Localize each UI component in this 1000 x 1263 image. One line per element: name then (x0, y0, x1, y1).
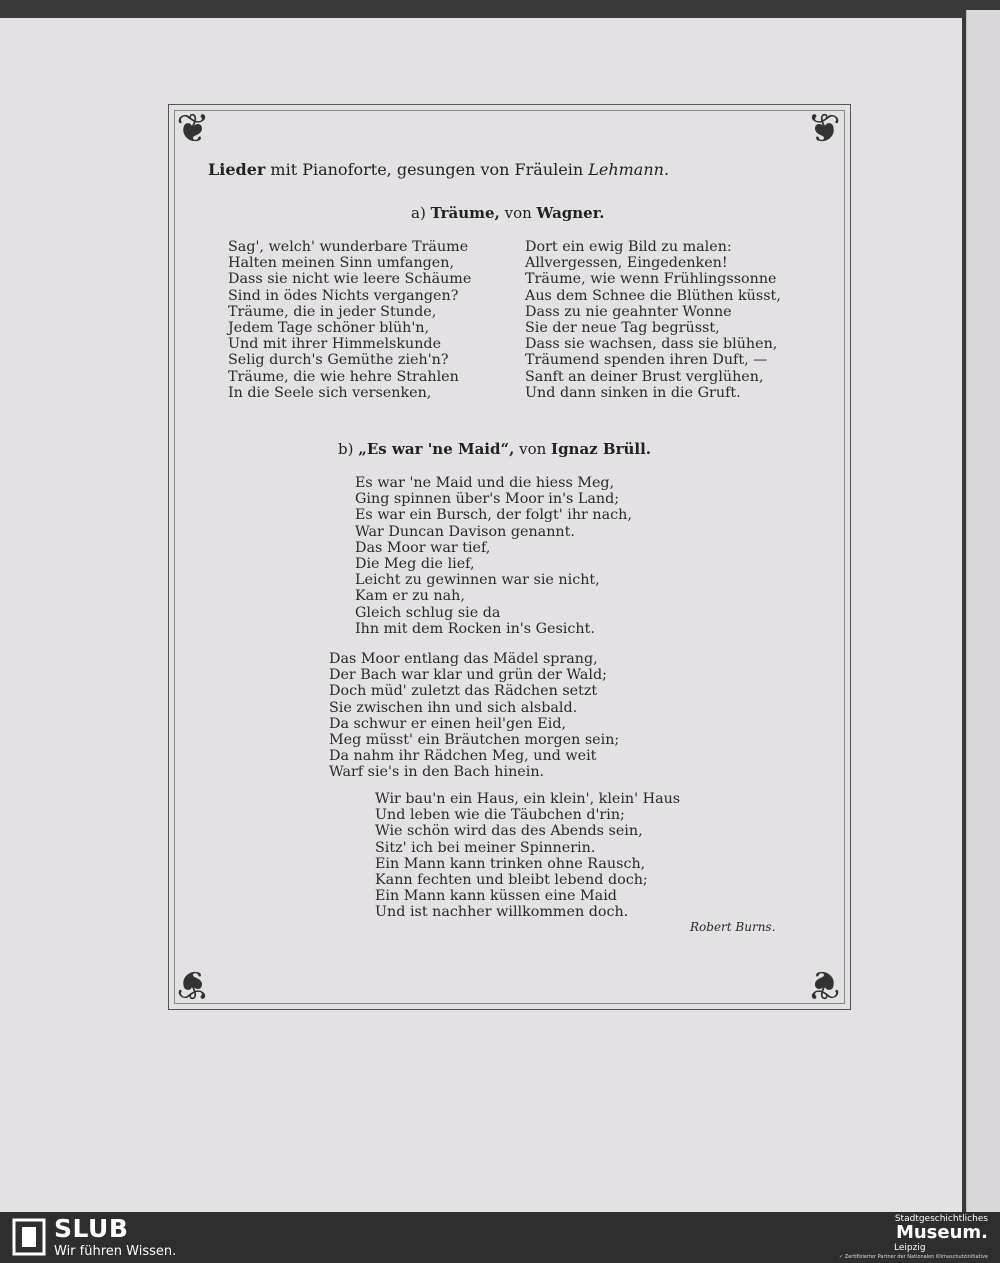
song-a-composer: Wagner. (536, 204, 605, 222)
museum-name[interactable]: Museum. (895, 1222, 988, 1243)
museum-partner-note: ✓ Zertifizierter Partner der Nationalen Klimaschutzinitiative (838, 1254, 988, 1260)
song-b-composer: Ignaz Brüll. (551, 440, 652, 458)
corner-ornament-icon: ❦ (176, 106, 210, 152)
song-b-stanza-2: Das Moor entlang das Mädel sprang, Der Bach war klar und grün der Wald; Doch müd' zuletzt das Rädchen setzt Sie zwischen ihn und sich alsbald. Da schwur er einen heil'gen Eid, Meg müsst' ein Bräutchen morgen sein; Da nahm ihr Rädchen Meg, und weit Warf sie's in den Bach hinein. (329, 651, 620, 781)
singer-name: Lehmann. (588, 160, 670, 179)
adjacent-page-edge (966, 10, 1000, 1212)
song-b-stanza-1: Es war 'ne Maid und die hiess Meg, Ging spinnen über's Moor in's Land; Es war ein Bursch, der folgt' ihr nach, War Duncan Davison genannt. Das Moor war tief, Die Meg die lief, Leicht zu gewinnen war sie nicht, Kam er zu nah, Gleich schlug sie da Ihn mit dem Rocken in's Gesicht. (355, 475, 632, 637)
song-b-stanza-3: Wir bau'n ein Haus, ein klein', klein' Haus Und leben wie die Täubchen d'rin; Wie schön wird das des Abends sein, Sitz' ich bei meiner Spinnerin. Ein Mann kann trinken ohne Rausch, Kann fechten und bleibt lebend doch; Ein Mann kann küssen eine Maid Und ist nachher willkommen doch. (375, 791, 681, 921)
song-b-prefix: b) (338, 440, 359, 458)
heading-middle: mit Pianoforte, gesungen von Fräulein (265, 160, 589, 179)
museum-subtitle: Stadtgeschichtliches (894, 1214, 988, 1224)
program-heading (208, 160, 669, 179)
slub-logo-icon (12, 1218, 46, 1256)
heading-lead: Lieder (208, 160, 266, 179)
song-b-name: „Es war 'ne Maid“, (358, 440, 515, 458)
song-b-title (338, 440, 651, 458)
song-a-right-column: Dort ein ewig Bild zu malen: Allvergessen, Eingedenken! Träume, wie wenn Frühlingssonne Aus dem Schnee die Blüthen küsst, Dass zu nie geahnter Wonne Sie der neue Tag begrüsst, Dass sie wachsen, dass sie blühen, Träumend spenden ihren Duft, — Sanft an deiner Brust verglühen, Und dann sinken in die Gruft. (525, 239, 781, 401)
song-a-name: Träume, (430, 204, 500, 222)
corner-ornament-icon: ❦ (807, 106, 841, 152)
library-tagline: Wir führen Wissen. (54, 1244, 177, 1259)
song-a-left-column: Sag', welch' wunderbare Träume Halten meinen Sinn umfangen, Dass sie nicht wie leere Schäume Sind in ödes Nichts vergangen? Träume, die in jeder Stunde, Jedem Tage schöner blüh'n, Und mit ihrer Himmelskunde Selig durch's Gemüthe zieh'n? Träume, die wie hehre Strahlen In die Seele sich versenken, (228, 239, 472, 401)
corner-ornament-icon: ❦ (807, 961, 841, 1007)
library-name[interactable]: SLUB (54, 1214, 129, 1243)
song-a-prefix: a) (411, 204, 431, 222)
song-b-by: von (514, 440, 552, 458)
museum-city: Leipzig (894, 1243, 926, 1253)
song-a-title (411, 204, 604, 222)
song-a-by: von (499, 204, 537, 222)
poem-author: Robert Burns. (690, 920, 776, 934)
corner-ornament-icon: ❦ (176, 961, 210, 1007)
